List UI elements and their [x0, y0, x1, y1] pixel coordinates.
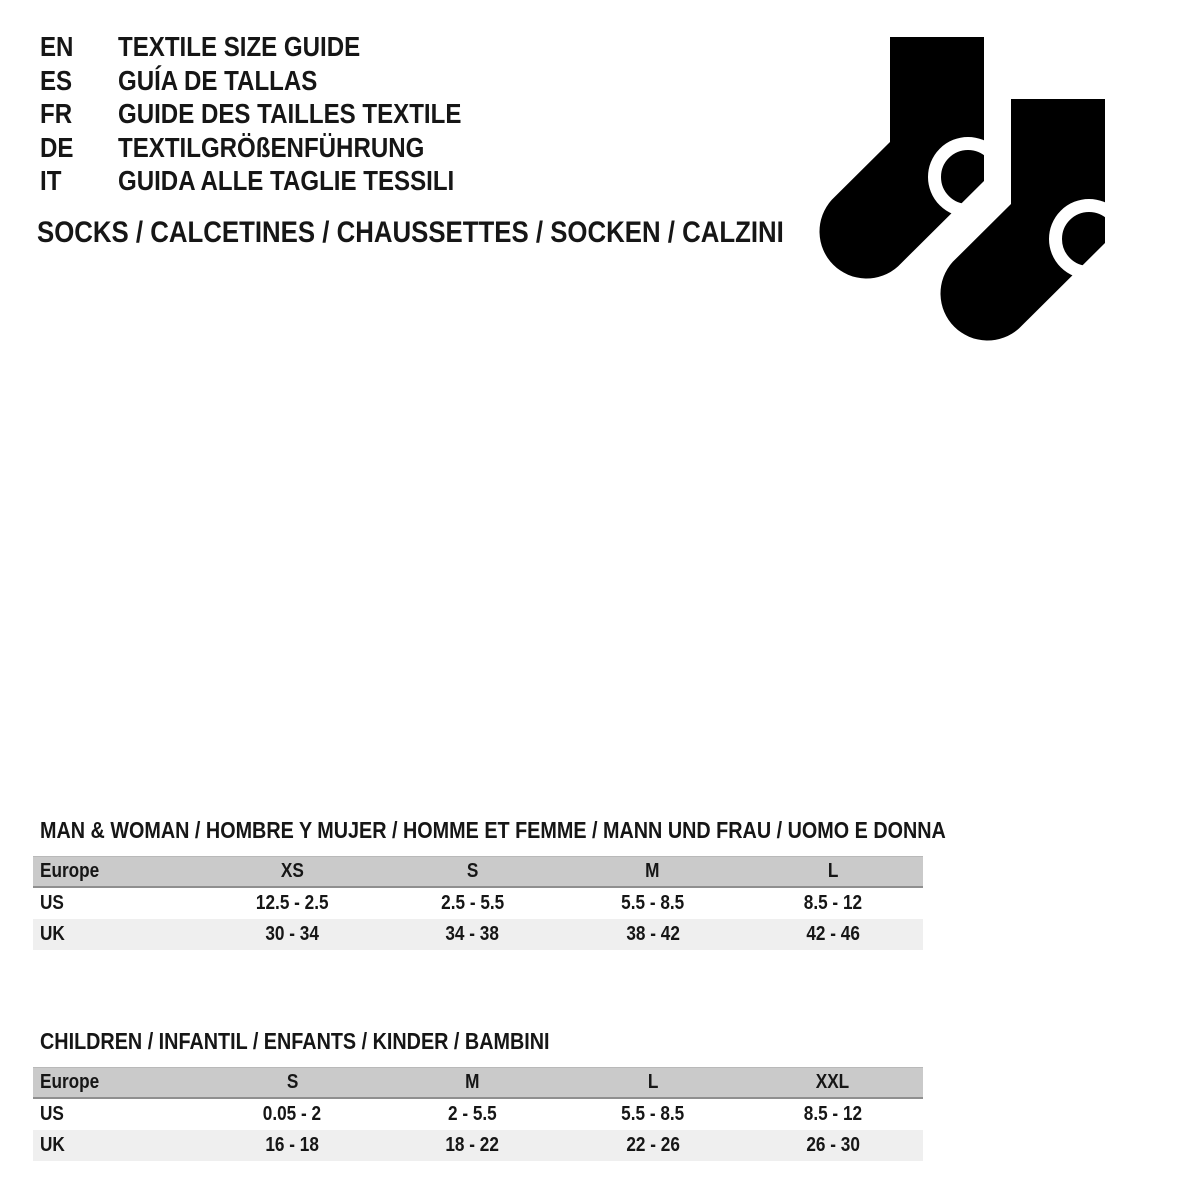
size-cell: 5.5 - 8.5	[621, 892, 685, 914]
size-table	[33, 856, 923, 950]
size-cell: 42 - 46	[806, 923, 860, 945]
lang-code: DE	[40, 131, 74, 163]
header-cell-size-l: L	[647, 1071, 658, 1093]
lang-row-en	[40, 30, 517, 64]
lang-code: FR	[40, 98, 73, 129]
lang-title: GUIDE DES TAILLES TEXTILE	[118, 98, 462, 129]
lang-row-de	[40, 131, 517, 165]
table-header-row	[33, 1067, 923, 1099]
socks-icon	[815, 30, 1135, 350]
table-title-children	[33, 1029, 923, 1053]
table-header-row	[33, 856, 923, 888]
size-table-children	[33, 1029, 923, 1161]
lang-title: TEXTILGRÖßENFÜHRUNG	[118, 131, 425, 163]
size-cell: 16 - 18	[265, 1134, 319, 1156]
header-cell-region: Europe	[40, 1071, 100, 1093]
size-cell: 34 - 38	[445, 923, 500, 945]
size-cell: 30 - 34	[265, 923, 319, 945]
table-title-text: MAN & WOMAN / HOMBRE Y MUJER / HOMME ET FEMME / MANN UND FRAU / UOMO E DONNA	[40, 817, 946, 843]
header-cell-size-s: S	[466, 860, 479, 882]
lang-row-fr	[40, 97, 517, 131]
lang-code: ES	[40, 64, 73, 96]
lang-title: GUÍA DE TALLAS	[118, 64, 318, 96]
size-cell: 5.5 - 8.5	[621, 1103, 685, 1125]
lang-code: IT	[40, 165, 62, 196]
lang-code: EN	[40, 31, 74, 62]
size-cell: 22 - 26	[625, 1134, 680, 1156]
size-table-man-woman	[33, 817, 946, 950]
row-label: UK	[40, 1134, 65, 1156]
table-row-us	[33, 888, 923, 919]
size-cell: 0.05 - 2	[263, 1103, 322, 1125]
header-cell-size-l: L	[827, 860, 839, 882]
table-row-uk	[33, 1130, 923, 1161]
size-cell: 38 - 42	[625, 923, 680, 945]
lang-row-it	[40, 164, 517, 198]
table-row-us	[33, 1099, 923, 1130]
language-title-list	[40, 30, 517, 198]
row-label: US	[40, 1103, 64, 1125]
header-cell-size-m: M	[465, 1071, 480, 1093]
size-cell: 18 - 22	[445, 1134, 500, 1156]
header-cell-size-s: S	[286, 1071, 298, 1093]
header-cell-size-xxl: XXL	[816, 1071, 850, 1093]
lang-row-es	[40, 64, 517, 98]
category-line-text: SOCKS / CALCETINES / CHAUSSETTES / SOCKEN / CALZINI	[37, 216, 784, 249]
table-title-text: CHILDREN / INFANTIL / ENFANTS / KINDER / BAMBINI	[40, 1028, 550, 1054]
lang-title: GUIDA ALLE TAGLIE TESSILI	[118, 165, 455, 196]
size-cell: 2.5 - 5.5	[440, 892, 504, 914]
size-cell: 12.5 - 2.5	[255, 892, 329, 914]
header-cell-size-xs: XS	[280, 860, 304, 882]
size-cell: 8.5 - 12	[803, 892, 863, 914]
size-table	[33, 1067, 923, 1161]
header-cell-size-m: M	[645, 860, 660, 882]
row-label: US	[40, 892, 64, 914]
lang-title: TEXTILE SIZE GUIDE	[118, 31, 361, 62]
table-row-uk	[33, 919, 923, 950]
header-cell-region: Europe	[40, 860, 100, 882]
size-cell: 8.5 - 12	[803, 1103, 863, 1125]
category-line	[37, 216, 905, 250]
row-label: UK	[40, 923, 65, 945]
size-cell: 26 - 30	[806, 1134, 860, 1156]
size-cell: 2 - 5.5	[448, 1103, 497, 1125]
table-title-man-woman	[33, 817, 946, 843]
